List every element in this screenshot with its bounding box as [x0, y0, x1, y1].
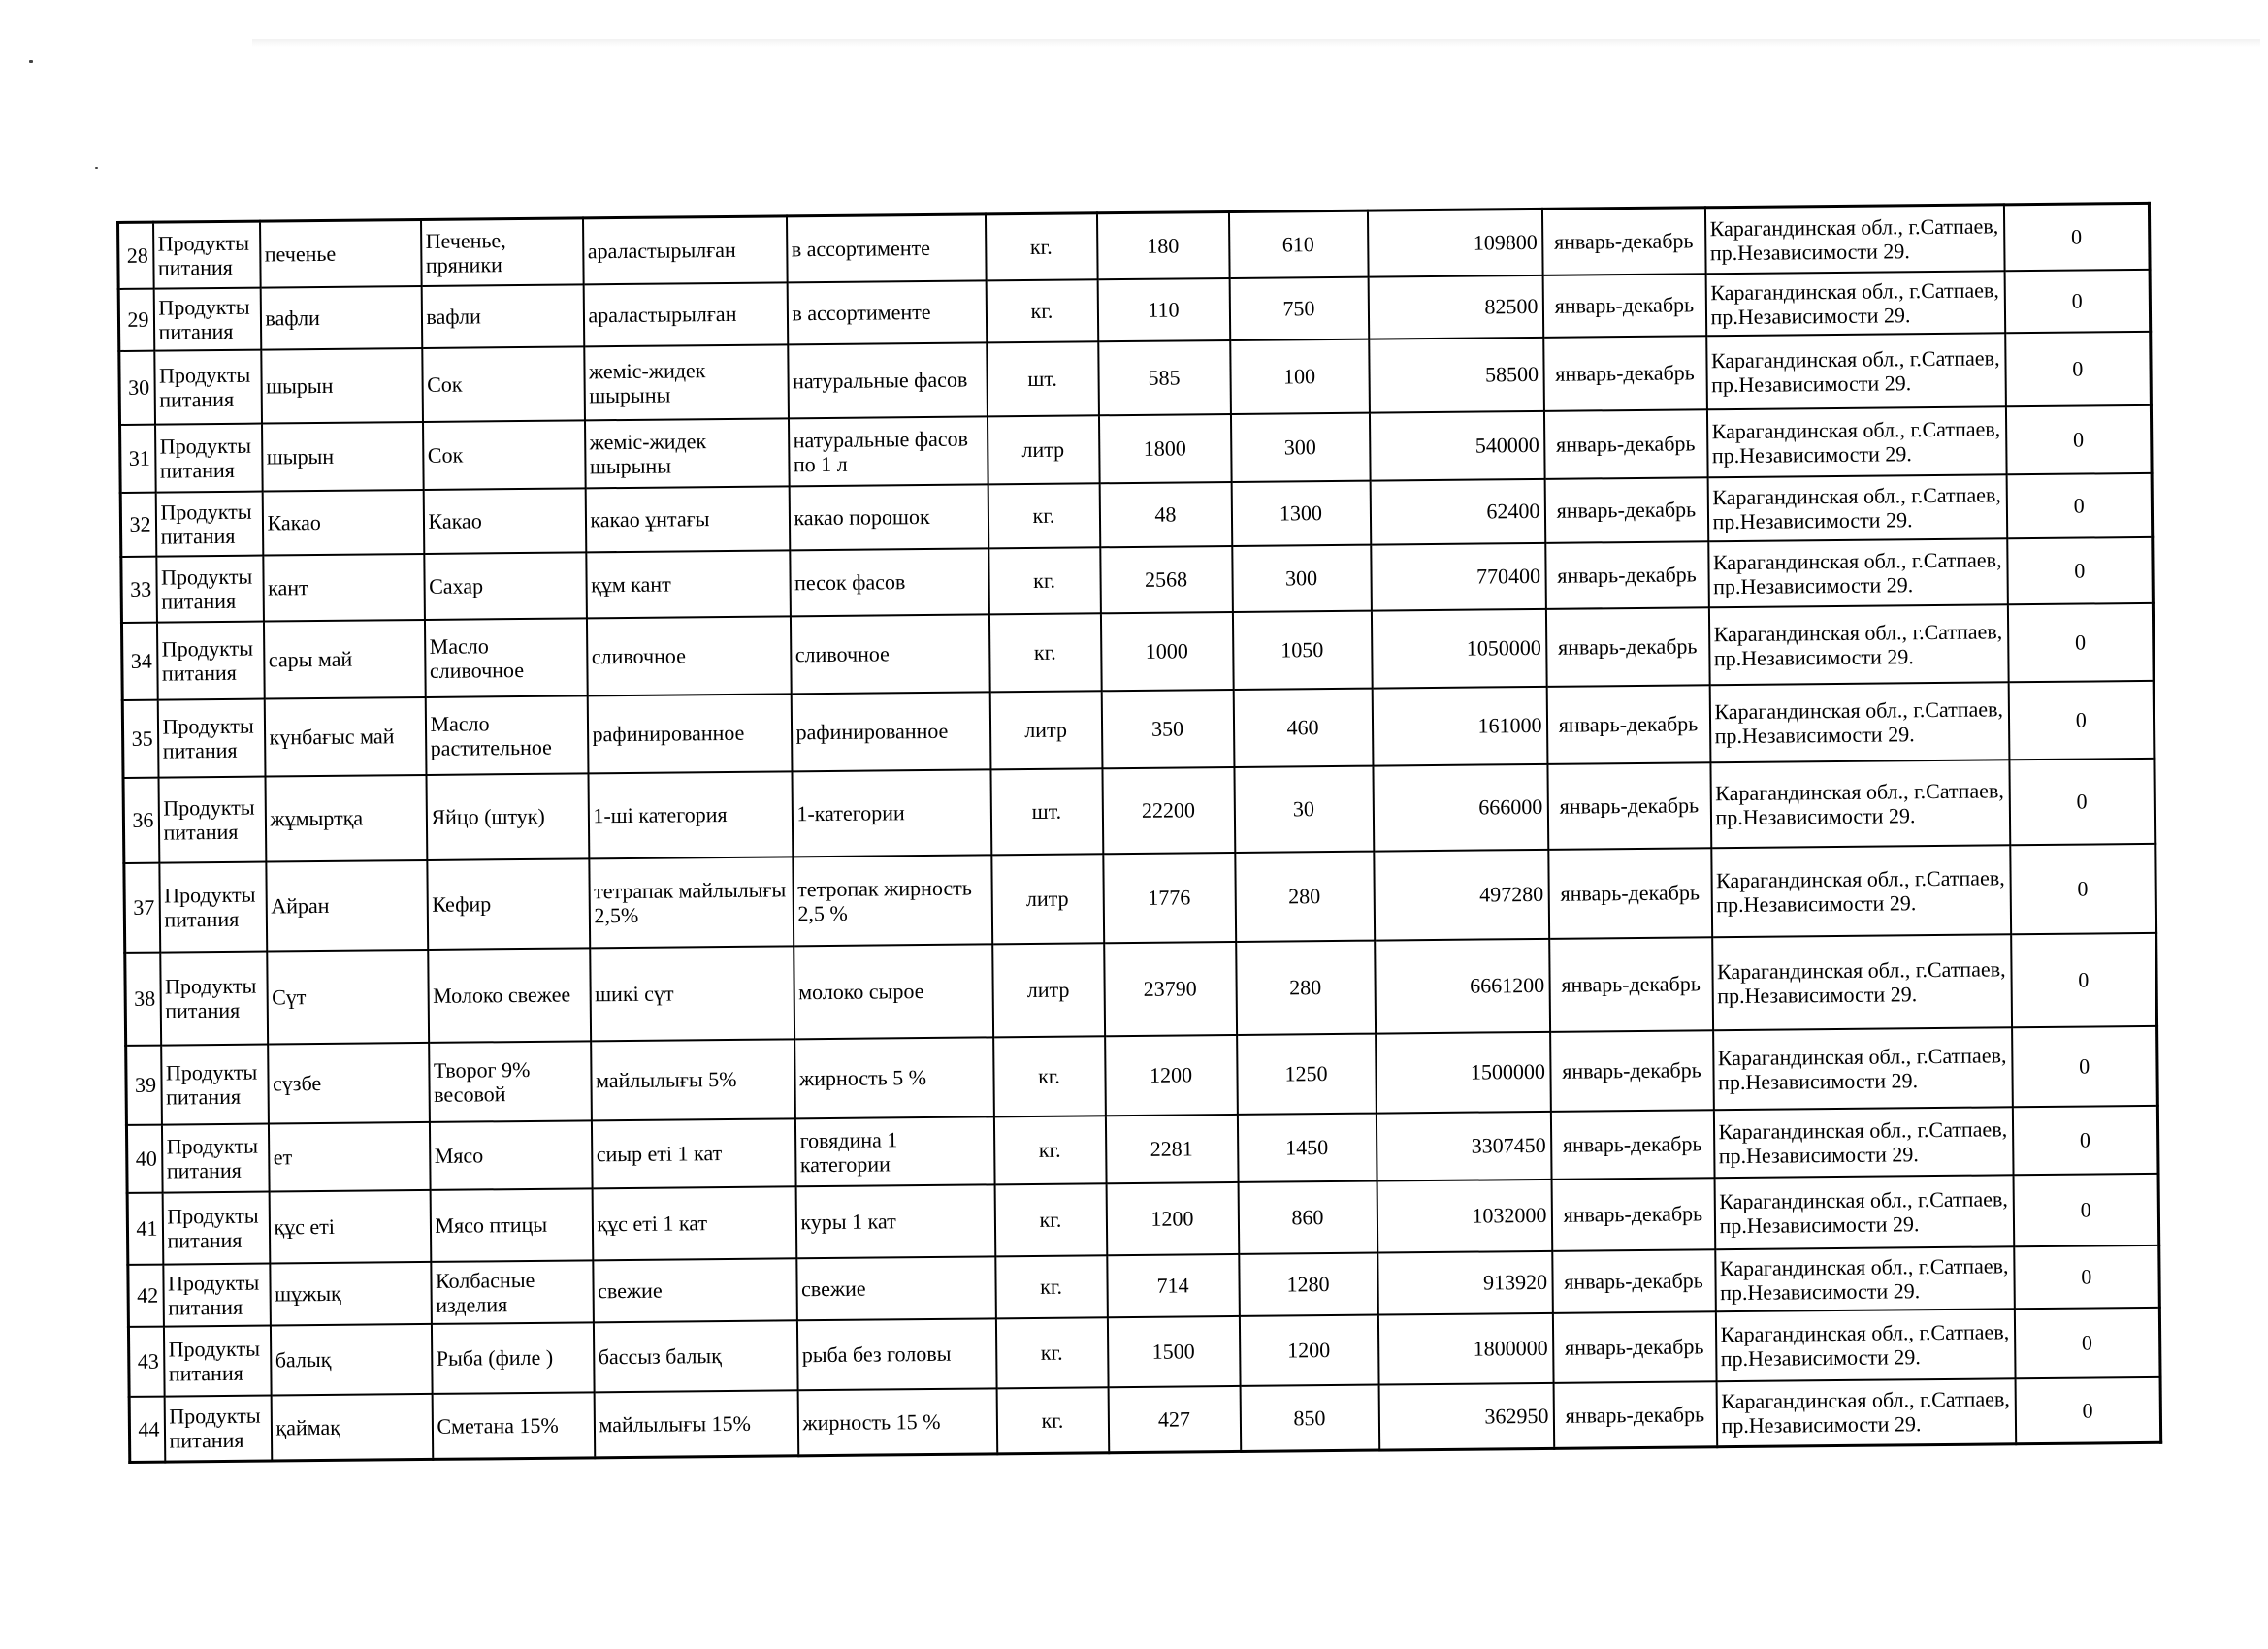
kazakh-description-cell: сиыр еті 1 кат: [591, 1118, 795, 1188]
extra-value-cell: 0: [2004, 269, 2151, 332]
sum-cell: 3307450: [1376, 1111, 1551, 1180]
russian-description-cell: рыба без головы: [796, 1318, 996, 1390]
delivery-address-cell: Карагандинская обл., г.Сатпаев, пр.Независимости 29.: [1708, 604, 2008, 685]
price-cell: 280: [1235, 851, 1375, 941]
category-cell: Продукты питания: [155, 491, 263, 556]
russian-name-cell: Рыба (филе ): [431, 1322, 594, 1394]
row-number: 32: [120, 492, 156, 556]
kazakh-description-cell: рафинированное: [587, 694, 792, 773]
russian-name-cell: Мясо птицы: [430, 1188, 593, 1262]
quantity-cell: 48: [1099, 481, 1232, 546]
extra-value-cell: 0: [2007, 602, 2154, 681]
russian-name-cell: Яйцо (штук): [426, 773, 589, 860]
sum-cell: 6661200: [1375, 938, 1550, 1033]
delivery-address-cell: Карагандинская обл., г.Сатпаев, пр.Независимости 29.: [1712, 934, 2012, 1030]
delivery-address-cell: Карагандинская обл., г.Сатпаев, пр.Независимости 29.: [1715, 1246, 2015, 1311]
delivery-address-cell: Карагандинская обл., г.Сатпаев, пр.Независимости 29.: [1706, 406, 2006, 477]
price-cell: 860: [1238, 1180, 1377, 1253]
russian-name-cell: Печенье, пряники: [420, 218, 583, 286]
unit-cell: литр: [989, 691, 1102, 769]
kazakh-name-cell: шырын: [261, 347, 423, 423]
extra-value-cell: 0: [2006, 472, 2153, 537]
extra-value-cell: 0: [2015, 1376, 2161, 1443]
price-cell: 1250: [1237, 1033, 1377, 1114]
row-number: 34: [121, 622, 157, 699]
delivery-address-cell: Карагандинская обл., г.Сатпаев, пр.Независимости 29.: [1714, 1175, 2014, 1249]
russian-description-cell: куры 1 кат: [795, 1184, 995, 1258]
extra-value-cell: 0: [2005, 331, 2152, 405]
kazakh-name-cell: шұжық: [270, 1261, 432, 1325]
unit-cell: кг.: [996, 1387, 1109, 1454]
sum-cell: 161000: [1372, 686, 1547, 765]
price-cell: 750: [1229, 276, 1369, 340]
price-cell: 300: [1230, 412, 1370, 481]
category-cell: Продукты питания: [156, 555, 264, 622]
sum-cell: 62400: [1370, 478, 1545, 544]
sum-cell: 58500: [1369, 337, 1544, 412]
kazakh-description-cell: араластырылған: [582, 216, 787, 284]
sum-cell: 1800000: [1377, 1312, 1553, 1384]
quantity-cell: 714: [1107, 1253, 1240, 1316]
delivery-address-cell: Карагандинская обл., г.Сатпаев, пр.Независимости 29.: [1713, 1107, 2013, 1178]
category-cell: Продукты питания: [161, 1044, 269, 1124]
quantity-cell: 1800: [1098, 413, 1231, 482]
kazakh-description-cell: тетрапак майлылығы 2,5%: [589, 857, 794, 948]
unit-cell: литр: [987, 415, 1099, 484]
kazakh-description-cell: жеміс-жидек шырыны: [584, 344, 789, 420]
unit-cell: кг.: [993, 1036, 1106, 1116]
procurement-table: [116, 202, 2162, 1464]
kazakh-name-cell: шырын: [262, 421, 424, 491]
russian-name-cell: Творог 9% весовой: [429, 1041, 592, 1122]
kazakh-description-cell: құм кант: [586, 550, 791, 618]
extra-value-cell: 0: [2007, 536, 2154, 603]
category-cell: Продукты питания: [154, 349, 262, 424]
kazakh-description-cell: жеміс-жидек шырыны: [584, 418, 789, 488]
unit-cell: кг.: [985, 213, 1097, 280]
kazakh-name-cell: Какао: [262, 489, 424, 555]
extra-value-cell: 0: [2008, 680, 2155, 759]
extra-value-cell: 0: [2003, 203, 2150, 270]
russian-description-cell: рафинированное: [791, 692, 990, 771]
price-cell: 1280: [1239, 1252, 1378, 1315]
row-number: 36: [123, 777, 159, 862]
russian-name-cell: Мясо: [429, 1120, 592, 1190]
table-body: [118, 203, 2161, 1462]
delivery-address-cell: Карагандинская обл., г.Сатпаев, пр.Независимости 29.: [1710, 760, 2010, 848]
row-number: 44: [129, 1396, 165, 1462]
kazakh-name-cell: кант: [263, 553, 425, 621]
russian-name-cell: Какао: [423, 488, 586, 554]
quantity-cell: 350: [1101, 689, 1234, 767]
row-number: 29: [118, 288, 154, 350]
price-cell: 300: [1232, 544, 1372, 611]
sum-cell: 666000: [1373, 763, 1548, 851]
unit-cell: кг.: [986, 279, 1098, 342]
extra-value-cell: 0: [2012, 1025, 2158, 1106]
category-cell: Продукты питания: [159, 861, 267, 952]
row-number: 35: [122, 699, 158, 777]
russian-name-cell: Сок: [422, 420, 585, 490]
quantity-cell: 1200: [1106, 1181, 1239, 1254]
row-number: 41: [127, 1192, 163, 1264]
category-cell: Продукты питания: [157, 698, 265, 777]
row-number: 39: [126, 1045, 162, 1124]
period-cell: январь-декабрь: [1551, 1178, 1715, 1251]
russian-description-cell: в ассортименте: [786, 214, 986, 282]
period-cell: январь-декабрь: [1545, 541, 1709, 609]
extra-value-cell: 0: [2010, 843, 2156, 933]
delivery-address-cell: Карагандинская обл., г.Сатпаев, пр.Независимости 29.: [1708, 538, 2008, 607]
price-cell: 30: [1234, 765, 1374, 852]
kazakh-name-cell: печенье: [260, 219, 422, 287]
kazakh-description-cell: шикі сүт: [590, 946, 794, 1041]
russian-description-cell: свежие: [796, 1256, 996, 1320]
price-cell: 1300: [1231, 480, 1371, 545]
quantity-cell: 23790: [1104, 941, 1237, 1035]
russian-name-cell: Сметана 15%: [432, 1392, 595, 1460]
russian-description-cell: 1-категории: [792, 769, 991, 857]
row-number: 37: [124, 862, 160, 952]
category-cell: Продукты питания: [158, 776, 266, 862]
quantity-cell: 22200: [1102, 766, 1235, 853]
quantity-cell: 585: [1098, 340, 1231, 414]
scan-speck: [95, 167, 98, 169]
sum-cell: 497280: [1374, 849, 1549, 940]
row-number: 33: [121, 556, 157, 622]
period-cell: январь-декабрь: [1549, 937, 1713, 1032]
unit-cell: литр: [991, 854, 1104, 944]
category-cell: Продукты питания: [153, 287, 261, 350]
period-cell: январь-декабрь: [1545, 607, 1709, 687]
kazakh-name-cell: Айран: [266, 859, 428, 951]
sum-cell: 540000: [1369, 410, 1544, 480]
row-number: 40: [126, 1124, 162, 1192]
delivery-address-cell: Карагандинская обл., г.Сатпаев, пр.Независимости 29.: [1711, 845, 2011, 937]
period-cell: январь-декабрь: [1543, 336, 1707, 411]
delivery-address-cell: Карагандинская обл., г.Сатпаев, пр.Независимости 29.: [1704, 205, 2004, 274]
unit-cell: кг.: [995, 1255, 1108, 1318]
sum-cell: 1032000: [1377, 1179, 1552, 1252]
unit-cell: кг.: [988, 483, 1100, 548]
kazakh-name-cell: құс еті: [269, 1189, 431, 1263]
russian-description-cell: тетропак жирность 2,5 %: [793, 855, 992, 946]
delivery-address-cell: Карагандинская обл., г.Сатпаев, пр.Независимости 29.: [1713, 1027, 2013, 1110]
quantity-cell: 2281: [1105, 1114, 1238, 1182]
extra-value-cell: 0: [2005, 404, 2152, 473]
kazakh-description-cell: араластырылған: [583, 282, 788, 346]
russian-description-cell: сливочное: [790, 614, 989, 694]
quantity-cell: 2568: [1100, 545, 1233, 612]
sum-cell: 770400: [1371, 542, 1546, 610]
russian-name-cell: Масло сливочное: [424, 618, 587, 697]
russian-description-cell: какао порошок: [789, 484, 988, 550]
period-cell: январь-декабрь: [1546, 685, 1710, 764]
kazakh-name-cell: қаймақ: [271, 1393, 433, 1461]
period-cell: январь-декабрь: [1550, 1110, 1714, 1180]
period-cell: январь-декабрь: [1548, 848, 1712, 939]
delivery-address-cell: Карагандинская обл., г.Сатпаев, пр.Независимости 29.: [1706, 333, 2006, 409]
quantity-cell: 427: [1108, 1385, 1241, 1452]
row-number: 31: [120, 424, 156, 492]
russian-name-cell: Молоко свежее: [428, 948, 591, 1043]
delivery-address-cell: Карагандинская обл., г.Сатпаев, пр.Независимости 29.: [1716, 1378, 2016, 1447]
sum-cell: 362950: [1378, 1382, 1554, 1450]
category-cell: Продукты питания: [156, 621, 264, 699]
russian-description-cell: жирность 5 %: [794, 1037, 994, 1118]
quantity-cell: 1000: [1100, 611, 1233, 690]
period-cell: январь-декабрь: [1544, 477, 1708, 543]
row-number: 43: [128, 1326, 164, 1396]
kazakh-description-cell: свежие: [593, 1258, 797, 1322]
price-cell: 460: [1233, 688, 1373, 766]
extra-value-cell: 0: [2011, 932, 2157, 1026]
price-cell: 1200: [1239, 1314, 1378, 1385]
russian-description-cell: натуральные фасов по 1 л: [788, 416, 988, 486]
category-cell: Продукты питания: [161, 1123, 269, 1192]
kazakh-name-cell: сары май: [263, 619, 425, 698]
period-cell: январь-декабрь: [1553, 1381, 1717, 1449]
kazakh-description-cell: бассыз балық: [593, 1320, 797, 1392]
row-number: 28: [118, 222, 154, 288]
unit-cell: кг.: [988, 613, 1101, 692]
russian-description-cell: молоко сырое: [794, 944, 993, 1039]
russian-description-cell: в ассортименте: [787, 280, 987, 344]
row-number: 42: [128, 1264, 164, 1326]
kazakh-description-cell: 1-ші категория: [588, 771, 793, 858]
russian-name-cell: Колбасные изделия: [431, 1260, 594, 1324]
russian-name-cell: Сахар: [424, 552, 587, 620]
category-cell: Продукты питания: [162, 1191, 270, 1264]
period-cell: январь-декабрь: [1541, 208, 1705, 275]
russian-description-cell: песок фасов: [790, 548, 989, 616]
unit-cell: кг.: [995, 1317, 1108, 1388]
price-cell: 1450: [1237, 1113, 1377, 1181]
price-cell: 280: [1236, 940, 1376, 1034]
kazakh-name-cell: балық: [270, 1323, 432, 1395]
russian-name-cell: Кефир: [427, 858, 590, 950]
unit-cell: шт.: [987, 341, 1099, 416]
period-cell: январь-декабрь: [1550, 1030, 1714, 1112]
category-cell: Продукты питания: [163, 1263, 271, 1326]
quantity-cell: 1776: [1103, 852, 1236, 942]
period-cell: январь-декабрь: [1542, 274, 1706, 338]
category-cell: Продукты питания: [155, 423, 263, 492]
period-cell: январь-декабрь: [1547, 762, 1711, 850]
unit-cell: кг.: [994, 1183, 1107, 1256]
category-cell: Продукты питания: [164, 1395, 272, 1462]
extra-value-cell: 0: [2014, 1307, 2160, 1377]
unit-cell: шт.: [990, 768, 1103, 855]
delivery-address-cell: Карагандинская обл., г.Сатпаев, пр.Независимости 29.: [1707, 474, 2007, 541]
category-cell: Продукты питания: [163, 1325, 271, 1396]
sum-cell: 913920: [1377, 1250, 1553, 1314]
unit-cell: кг.: [993, 1116, 1106, 1184]
row-number: 38: [125, 952, 161, 1045]
russian-name-cell: вафли: [421, 284, 584, 348]
sum-cell: 82500: [1368, 275, 1543, 339]
scan-edge-shadow: [252, 39, 2260, 47]
category-cell: Продукты питания: [160, 951, 268, 1045]
price-cell: 1050: [1232, 610, 1372, 689]
kazakh-name-cell: Сүт: [267, 949, 429, 1044]
category-cell: Продукты питания: [153, 221, 261, 288]
russian-description-cell: жирность 15 %: [797, 1388, 997, 1456]
extra-value-cell: 0: [2012, 1105, 2158, 1174]
price-cell: 100: [1230, 339, 1370, 413]
unit-cell: литр: [992, 943, 1105, 1037]
delivery-address-cell: Карагандинская обл., г.Сатпаев, пр.Независимости 29.: [1705, 271, 2005, 336]
quantity-cell: 1500: [1107, 1315, 1240, 1386]
sum-cell: 109800: [1367, 209, 1542, 276]
kazakh-description-cell: какао ұнтағы: [585, 486, 790, 552]
kazakh-name-cell: вафли: [260, 285, 422, 349]
quantity-cell: 110: [1097, 277, 1230, 340]
kazakh-description-cell: майлылығы 15%: [594, 1390, 798, 1458]
row-number: 30: [119, 350, 155, 424]
extra-value-cell: 0: [2013, 1173, 2159, 1245]
extra-value-cell: 0: [2014, 1245, 2160, 1308]
kazakh-name-cell: жұмыртқа: [265, 774, 427, 861]
russian-description-cell: натуральные фасов: [788, 342, 988, 418]
kazakh-name-cell: сүзбе: [268, 1042, 430, 1123]
quantity-cell: 1200: [1105, 1034, 1238, 1115]
sum-cell: 1050000: [1371, 608, 1546, 688]
kazakh-description-cell: сливочное: [586, 616, 791, 695]
russian-description-cell: говядина 1 категории: [794, 1116, 994, 1186]
russian-name-cell: Сок: [422, 346, 585, 422]
sum-cell: 1500000: [1376, 1031, 1551, 1113]
period-cell: январь-декабрь: [1552, 1249, 1716, 1313]
unit-cell: кг.: [988, 547, 1101, 614]
price-cell: 850: [1240, 1384, 1379, 1451]
kazakh-name-cell: күнбағыс май: [264, 696, 426, 776]
extra-value-cell: 0: [2009, 758, 2155, 844]
quantity-cell: 180: [1096, 211, 1229, 278]
russian-name-cell: Масло растительное: [425, 695, 588, 775]
delivery-address-cell: Карагандинская обл., г.Сатпаев, пр.Независимости 29.: [1709, 682, 2009, 762]
kazakh-description-cell: майлылығы 5%: [591, 1039, 795, 1120]
delivery-address-cell: Карагандинская обл., г.Сатпаев, пр.Независимости 29.: [1715, 1309, 2015, 1381]
price-cell: 610: [1228, 210, 1368, 277]
kazakh-description-cell: құс еті 1 кат: [592, 1186, 796, 1260]
kazakh-name-cell: ет: [268, 1121, 430, 1191]
period-cell: январь-декабрь: [1552, 1311, 1716, 1383]
scan-speck: [29, 60, 33, 63]
period-cell: январь-декабрь: [1543, 409, 1707, 479]
